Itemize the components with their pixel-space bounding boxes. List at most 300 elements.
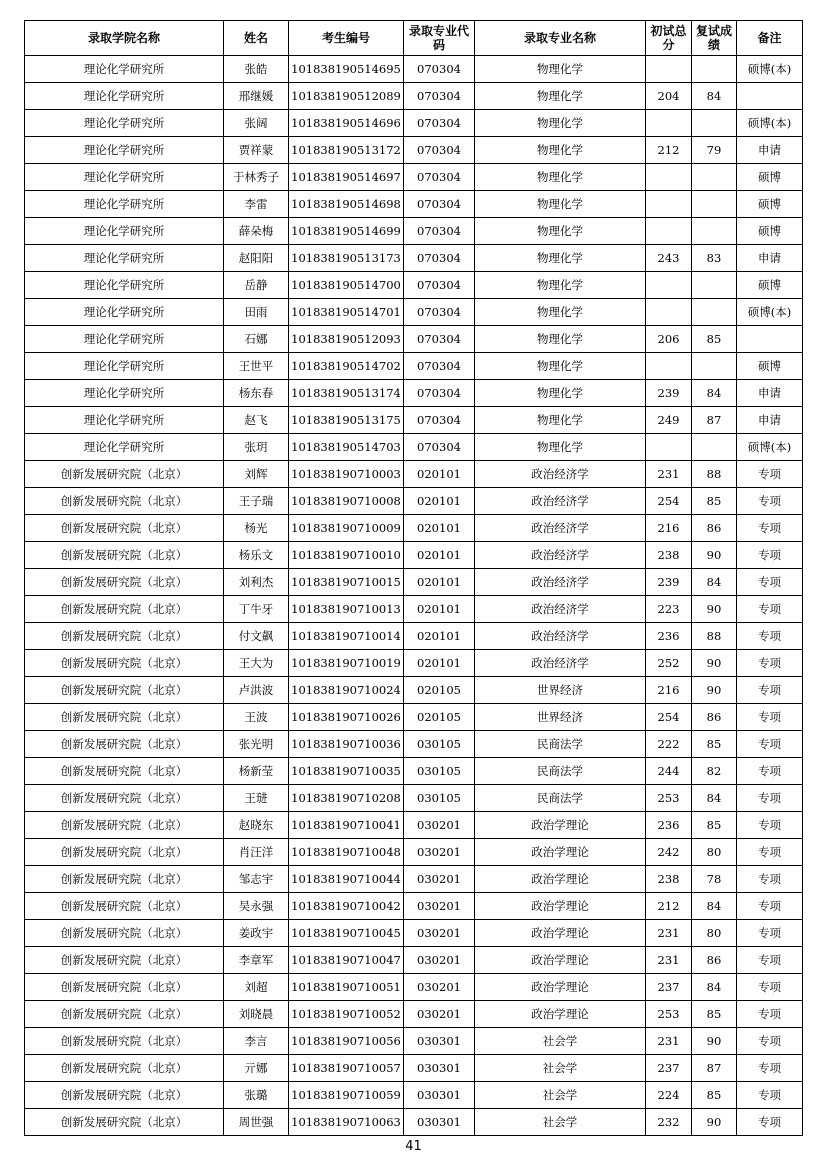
cell-major-code: 070304 [404,56,475,83]
cell-retest-score: 80 [692,920,737,947]
cell-note: 硕博 [737,218,803,245]
cell-name: 邹志宇 [224,866,289,893]
cell-name: 付文飙 [224,623,289,650]
cell-retest-score: 88 [692,623,737,650]
cell-note [737,326,803,353]
cell-prelim-score: 239 [646,380,692,407]
cell-college: 创新发展研究院（北京） [25,1082,224,1109]
cell-college: 理论化学研究所 [25,434,224,461]
cell-major-code: 020101 [404,650,475,677]
table-row [25,272,803,299]
header-prelim-score: 初试总分 [646,21,692,56]
cell-college: 创新发展研究院（北京） [25,515,224,542]
cell-college: 理论化学研究所 [25,191,224,218]
cell-college: 创新发展研究院（北京） [25,785,224,812]
cell-exam-id: 101838190514698 [289,191,404,218]
cell-major-code: 030105 [404,785,475,812]
cell-major-name: 物理化学 [475,164,646,191]
cell-major-code: 030105 [404,758,475,785]
cell-major-code: 070304 [404,407,475,434]
cell-major-name: 物理化学 [475,299,646,326]
table-row [25,947,803,974]
cell-prelim-score: 254 [646,488,692,515]
cell-exam-id: 101838190514702 [289,353,404,380]
cell-note: 专项 [737,650,803,677]
cell-retest-score: 84 [692,785,737,812]
cell-note: 硕博(本) [737,434,803,461]
cell-major-name: 物理化学 [475,434,646,461]
cell-name: 姜政宇 [224,920,289,947]
cell-note: 硕博(本) [737,110,803,137]
cell-prelim-score [646,272,692,299]
cell-name: 李雷 [224,191,289,218]
cell-major-name: 政治学理论 [475,1001,646,1028]
table-row [25,380,803,407]
cell-note: 专项 [737,515,803,542]
cell-major-name: 社会学 [475,1028,646,1055]
cell-note: 专项 [737,1055,803,1082]
cell-prelim-score: 237 [646,1055,692,1082]
table-row [25,137,803,164]
cell-name: 卢洪波 [224,677,289,704]
cell-college: 创新发展研究院（北京） [25,731,224,758]
cell-exam-id: 101838190710013 [289,596,404,623]
cell-note: 专项 [737,596,803,623]
cell-retest-score: 90 [692,650,737,677]
cell-prelim-score: 252 [646,650,692,677]
cell-major-name: 物理化学 [475,110,646,137]
cell-major-name: 社会学 [475,1109,646,1136]
cell-note: 专项 [737,677,803,704]
cell-major-name: 物理化学 [475,83,646,110]
cell-name: 张光明 [224,731,289,758]
table-row [25,56,803,83]
cell-note: 专项 [737,839,803,866]
cell-major-code: 070304 [404,245,475,272]
cell-exam-id: 101838190710208 [289,785,404,812]
cell-name: 杨光 [224,515,289,542]
table-row [25,191,803,218]
cell-name: 赵飞 [224,407,289,434]
cell-major-code: 020101 [404,569,475,596]
header-exam-id: 考生编号 [289,21,404,56]
cell-major-code: 070304 [404,218,475,245]
cell-college: 创新发展研究院（北京） [25,569,224,596]
cell-major-code: 030301 [404,1028,475,1055]
cell-exam-id: 101838190514696 [289,110,404,137]
cell-retest-score: 84 [692,893,737,920]
cell-exam-id: 101838190710036 [289,731,404,758]
cell-name: 亓娜 [224,1055,289,1082]
table-row [25,245,803,272]
cell-prelim-score: 239 [646,569,692,596]
cell-exam-id: 101838190514699 [289,218,404,245]
cell-college: 创新发展研究院（北京） [25,812,224,839]
cell-prelim-score: 216 [646,677,692,704]
cell-name: 岳静 [224,272,289,299]
cell-college: 创新发展研究院（北京） [25,623,224,650]
cell-prelim-score [646,299,692,326]
cell-major-name: 社会学 [475,1055,646,1082]
cell-major-code: 070304 [404,434,475,461]
cell-major-name: 社会学 [475,1082,646,1109]
cell-retest-score: 85 [692,1082,737,1109]
cell-exam-id: 101838190710047 [289,947,404,974]
header-retest-score: 复试成绩 [692,21,737,56]
cell-prelim-score [646,353,692,380]
cell-prelim-score [646,191,692,218]
cell-college: 理论化学研究所 [25,299,224,326]
cell-major-name: 物理化学 [475,353,646,380]
cell-name: 王世平 [224,353,289,380]
cell-name: 张璐 [224,1082,289,1109]
cell-note: 硕博 [737,272,803,299]
cell-major-code: 030201 [404,866,475,893]
cell-retest-score: 90 [692,1109,737,1136]
cell-major-code: 070304 [404,110,475,137]
cell-retest-score: 90 [692,1028,737,1055]
table-row [25,758,803,785]
cell-major-name: 政治经济学 [475,650,646,677]
cell-name: 刘晓晨 [224,1001,289,1028]
cell-prelim-score [646,218,692,245]
cell-exam-id: 101838190513172 [289,137,404,164]
cell-exam-id: 101838190710052 [289,1001,404,1028]
cell-exam-id: 101838190710042 [289,893,404,920]
cell-exam-id: 101838190710048 [289,839,404,866]
cell-major-name: 物理化学 [475,407,646,434]
cell-major-name: 物理化学 [475,137,646,164]
cell-college: 创新发展研究院（北京） [25,488,224,515]
cell-major-name: 民商法学 [475,758,646,785]
cell-major-code: 020101 [404,542,475,569]
header-major-name: 录取专业名称 [475,21,646,56]
cell-major-code: 070304 [404,272,475,299]
cell-prelim-score [646,110,692,137]
cell-major-code: 070304 [404,353,475,380]
table-row [25,650,803,677]
cell-prelim-score: 204 [646,83,692,110]
cell-college: 创新发展研究院（北京） [25,1028,224,1055]
cell-major-name: 政治经济学 [475,569,646,596]
cell-exam-id: 101838190512089 [289,83,404,110]
cell-prelim-score: 231 [646,920,692,947]
cell-college: 创新发展研究院（北京） [25,650,224,677]
cell-major-code: 030201 [404,974,475,1001]
cell-major-code: 020101 [404,488,475,515]
cell-note: 专项 [737,1028,803,1055]
cell-retest-score: 79 [692,137,737,164]
cell-major-name: 物理化学 [475,56,646,83]
cell-college: 创新发展研究院（北京） [25,947,224,974]
cell-note: 专项 [737,758,803,785]
cell-name: 赵阳阳 [224,245,289,272]
cell-retest-score: 82 [692,758,737,785]
cell-college: 创新发展研究院（北京） [25,974,224,1001]
cell-note: 专项 [737,731,803,758]
cell-name: 张玥 [224,434,289,461]
cell-exam-id: 101838190710035 [289,758,404,785]
cell-college: 理论化学研究所 [25,245,224,272]
cell-retest-score: 90 [692,677,737,704]
cell-exam-id: 101838190710044 [289,866,404,893]
cell-prelim-score: 253 [646,1001,692,1028]
cell-name: 张皓 [224,56,289,83]
cell-prelim-score: 238 [646,542,692,569]
table-row [25,596,803,623]
cell-prelim-score: 236 [646,812,692,839]
cell-name: 邢继媛 [224,83,289,110]
cell-name: 王波 [224,704,289,731]
cell-prelim-score: 231 [646,947,692,974]
cell-exam-id: 101838190512093 [289,326,404,353]
cell-note: 专项 [737,947,803,974]
cell-retest-score: 83 [692,245,737,272]
cell-college: 创新发展研究院（北京） [25,704,224,731]
cell-name: 薛朵梅 [224,218,289,245]
cell-exam-id: 101838190710063 [289,1109,404,1136]
cell-name: 于林秀子 [224,164,289,191]
cell-note: 专项 [737,1001,803,1028]
cell-exam-id: 101838190710056 [289,1028,404,1055]
cell-major-name: 政治经济学 [475,623,646,650]
cell-major-code: 020101 [404,623,475,650]
cell-prelim-score: 223 [646,596,692,623]
cell-major-code: 030201 [404,920,475,947]
cell-major-code: 070304 [404,83,475,110]
cell-college: 理论化学研究所 [25,326,224,353]
table-row [25,164,803,191]
cell-college: 理论化学研究所 [25,407,224,434]
cell-college: 理论化学研究所 [25,218,224,245]
cell-major-code: 020101 [404,596,475,623]
cell-major-name: 民商法学 [475,785,646,812]
cell-note: 专项 [737,785,803,812]
cell-major-code: 020105 [404,677,475,704]
table-row [25,461,803,488]
cell-prelim-score: 244 [646,758,692,785]
header-major-code: 录取专业代码 [404,21,475,56]
cell-exam-id: 101838190513173 [289,245,404,272]
cell-exam-id: 101838190514701 [289,299,404,326]
cell-prelim-score: 242 [646,839,692,866]
table-body [25,56,803,1136]
cell-major-name: 世界经济 [475,677,646,704]
cell-college: 创新发展研究院（北京） [25,893,224,920]
cell-prelim-score: 212 [646,137,692,164]
header-note: 备注 [737,21,803,56]
cell-college: 理论化学研究所 [25,56,224,83]
cell-prelim-score: 254 [646,704,692,731]
cell-name: 王子瑞 [224,488,289,515]
cell-prelim-score: 253 [646,785,692,812]
cell-note: 专项 [737,461,803,488]
cell-major-name: 政治经济学 [475,461,646,488]
table-row [25,218,803,245]
table-row [25,542,803,569]
cell-name: 周世强 [224,1109,289,1136]
table-header-row [25,21,803,56]
cell-college: 理论化学研究所 [25,272,224,299]
cell-college: 创新发展研究院（北京） [25,839,224,866]
cell-note: 硕博 [737,191,803,218]
cell-major-name: 政治学理论 [475,893,646,920]
cell-retest-score [692,353,737,380]
cell-major-name: 政治学理论 [475,866,646,893]
cell-college: 理论化学研究所 [25,380,224,407]
cell-retest-score: 84 [692,83,737,110]
cell-retest-score: 84 [692,380,737,407]
cell-retest-score: 85 [692,488,737,515]
page-number: 41 [405,1139,422,1154]
cell-major-name: 政治经济学 [475,542,646,569]
cell-exam-id: 101838190710015 [289,569,404,596]
cell-note: 申请 [737,137,803,164]
cell-college: 创新发展研究院（北京） [25,758,224,785]
cell-prelim-score: 238 [646,866,692,893]
cell-note: 申请 [737,407,803,434]
cell-name: 贾祥蒙 [224,137,289,164]
cell-retest-score: 87 [692,407,737,434]
cell-major-name: 物理化学 [475,218,646,245]
table-row [25,785,803,812]
cell-major-name: 物理化学 [475,272,646,299]
table-row [25,677,803,704]
cell-retest-score [692,218,737,245]
cell-major-code: 030301 [404,1055,475,1082]
table-row [25,704,803,731]
cell-retest-score: 84 [692,974,737,1001]
cell-note: 专项 [737,542,803,569]
cell-retest-score: 86 [692,947,737,974]
cell-retest-score: 85 [692,326,737,353]
table-row [25,1109,803,1136]
cell-major-name: 世界经济 [475,704,646,731]
cell-major-name: 物理化学 [475,191,646,218]
cell-name: 杨东春 [224,380,289,407]
cell-college: 创新发展研究院（北京） [25,461,224,488]
cell-exam-id: 101838190710014 [289,623,404,650]
cell-college: 理论化学研究所 [25,164,224,191]
cell-note: 申请 [737,380,803,407]
cell-college: 创新发展研究院（北京） [25,1001,224,1028]
cell-prelim-score: 232 [646,1109,692,1136]
cell-prelim-score: 249 [646,407,692,434]
cell-college: 创新发展研究院（北京） [25,542,224,569]
cell-exam-id: 101838190710019 [289,650,404,677]
cell-prelim-score: 231 [646,461,692,488]
table-row [25,839,803,866]
cell-major-name: 政治经济学 [475,515,646,542]
cell-note: 专项 [737,623,803,650]
cell-major-name: 政治经济学 [475,488,646,515]
cell-name: 刘利杰 [224,569,289,596]
table-row [25,812,803,839]
cell-major-code: 020105 [404,704,475,731]
cell-major-code: 070304 [404,380,475,407]
cell-name: 杨新莹 [224,758,289,785]
table-row [25,920,803,947]
cell-note: 专项 [737,569,803,596]
cell-major-name: 政治学理论 [475,974,646,1001]
cell-note: 专项 [737,488,803,515]
cell-note: 专项 [737,1109,803,1136]
cell-major-code: 030201 [404,893,475,920]
cell-name: 杨乐文 [224,542,289,569]
cell-exam-id: 101838190514697 [289,164,404,191]
table-row [25,866,803,893]
cell-prelim-score [646,434,692,461]
cell-exam-id: 101838190710003 [289,461,404,488]
table-row [25,110,803,137]
cell-name: 吴永强 [224,893,289,920]
cell-major-code: 070304 [404,164,475,191]
cell-exam-id: 101838190710009 [289,515,404,542]
cell-prelim-score: 216 [646,515,692,542]
cell-exam-id: 101838190513175 [289,407,404,434]
cell-retest-score: 85 [692,731,737,758]
table-row [25,1055,803,1082]
header-name: 姓名 [224,21,289,56]
table-row [25,623,803,650]
cell-retest-score: 86 [692,704,737,731]
cell-major-code: 020101 [404,515,475,542]
cell-name: 刘辉 [224,461,289,488]
cell-retest-score: 85 [692,812,737,839]
cell-retest-score: 87 [692,1055,737,1082]
cell-major-name: 物理化学 [475,380,646,407]
cell-exam-id: 101838190710059 [289,1082,404,1109]
cell-note: 专项 [737,704,803,731]
cell-major-code: 070304 [404,326,475,353]
cell-note: 专项 [737,1082,803,1109]
cell-exam-id: 101838190710024 [289,677,404,704]
cell-note: 硕博 [737,164,803,191]
cell-retest-score [692,164,737,191]
cell-retest-score: 90 [692,596,737,623]
cell-major-name: 民商法学 [475,731,646,758]
cell-major-code: 030301 [404,1109,475,1136]
cell-major-code: 030201 [404,1001,475,1028]
admission-table [24,20,803,1136]
cell-prelim-score: 243 [646,245,692,272]
table-row [25,434,803,461]
cell-name: 田雨 [224,299,289,326]
cell-prelim-score: 236 [646,623,692,650]
cell-exam-id: 101838190514703 [289,434,404,461]
cell-prelim-score: 206 [646,326,692,353]
cell-name: 石娜 [224,326,289,353]
cell-note: 申请 [737,245,803,272]
cell-prelim-score: 224 [646,1082,692,1109]
cell-note: 专项 [737,812,803,839]
cell-note: 硕博(本) [737,299,803,326]
cell-major-code: 030301 [404,1082,475,1109]
cell-retest-score: 86 [692,515,737,542]
cell-name: 王大为 [224,650,289,677]
cell-major-code: 030201 [404,812,475,839]
cell-major-name: 政治学理论 [475,947,646,974]
cell-college: 创新发展研究院（北京） [25,920,224,947]
cell-exam-id: 101838190710057 [289,1055,404,1082]
table-row [25,893,803,920]
cell-major-code: 020101 [404,461,475,488]
cell-exam-id: 101838190514695 [289,56,404,83]
cell-name: 李言 [224,1028,289,1055]
cell-exam-id: 101838190710010 [289,542,404,569]
cell-name: 李章军 [224,947,289,974]
cell-college: 理论化学研究所 [25,110,224,137]
